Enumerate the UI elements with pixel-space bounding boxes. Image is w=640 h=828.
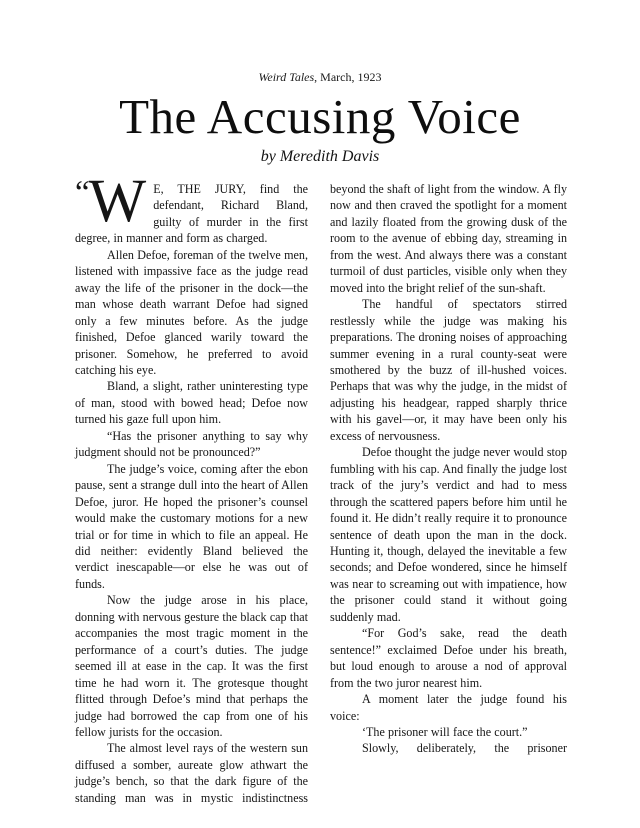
paragraph: beyond the shaft of light from the window. A fly now and then craved the spotlight for a moment and lazily floated from the growing dusk of the room to the avenue of ebbing day, streaming in from the west. And always there was a constant turmoil of dust particles, visible only when they moved into the bright relief of the sun-shaft. <box>330 182 567 295</box>
paragraph: “Has the prisoner anything to say why judgment should not be pronounced?” <box>75 428 308 460</box>
paragraph: The judge’s voice, coming after the ebon pause, sent a strange dull into the heart of Allen Defoe, juror. He hoped the prisoner’s counsel would make the customary motions for a new trial or for time in which to file an appeal. He did neither: evidently Bland believed the verdict inescapable—or else he was out of funds. <box>75 461 308 591</box>
paragraph: Slowly, deliberately, the prisoner <box>362 741 567 756</box>
paragraph: The almost level rays of the western sun diffused a somber, aureate glow athwart the judge’s bench, so that the dark figure of the standing man was in mystic indistinctness <box>75 741 308 805</box>
right-column-paragraphs <box>330 181 567 757</box>
story-title: The Accusing Voice <box>119 89 521 144</box>
paragraph: ‘The prisoner will face the court.” <box>362 724 528 739</box>
byline: by Meredith Davis <box>260 148 380 165</box>
journal-issue-date: , March, 1923 <box>314 70 382 84</box>
opening-quote-mark: “ <box>75 175 87 211</box>
paragraph: Bland, a slight, rather uninteresting type of man, stood with bowed head; Defoe now turned his gaze full upon him. <box>75 379 308 427</box>
paragraph: “For God’s sake, read the death sentence!” exclaimed Defoe under his breath, but loud enough to arouse a nod of approval from the two juror nearest him. <box>330 626 567 690</box>
journal-name: Weird Tales <box>258 70 315 84</box>
drop-cap-letter: W <box>88 168 147 235</box>
paragraph: Allen Defoe, foreman of the twelve men, listened with impassive face as the judge read away the life of the prisoner in the dock—the man whose death warrant Defoe had signed only a few minutes before. As the judge finished, Defoe glanced warily toward the prisoner. Somehow, he preferred to avoid catching his eye. <box>75 247 308 377</box>
left-column <box>75 168 308 806</box>
paragraph: A moment later the judge found his voice: <box>330 692 567 723</box>
right-column <box>330 181 567 806</box>
paragraph: Now the judge arose in his place, donning with nervous gesture the black cap that accompanies the most tragic moment in the performance of a court’s duties. The judge seemed ill at ease in the cap. It was the first time he had worn it. The grotesque thought flitted through Defoe’s mind that perhaps the judge had borrowed the cap from one of his fellow jurists for the occasion. <box>75 593 308 739</box>
paragraph: The handful of spectators stirred restlessly while the judge was making his preparations. The droning noises of approaching summer evening in a rural county-seat were smothered by the buzz of ill-hushed voices. Perhaps that was why the judge, in the midst of adjusting his headgear, rapped sharply thrice with his gavel—or, it may have been only his excess of nervousness. <box>330 297 567 443</box>
paragraph: Defoe thought the judge never would stop fumbling with his cap. And finally the judge lost track of the jury’s verdict and had to mess through the scattered papers before him until he found it. He didn’t really require it to pronounce sentence of death upon the man in the dock. Hunting it, though, delayed the inevitable a few seconds; and Defoe wondered, since he himself was near to screaming out with impatience, how the prisoner could stand it without going suddenly mad. <box>330 445 567 624</box>
left-column-paragraphs <box>75 247 308 806</box>
opening-paragraph <box>75 168 308 247</box>
journal-header <box>0 0 640 84</box>
text-columns <box>0 168 640 806</box>
opening-paragraph-text: E, THE JURY, find the defendant, Richard Bland, guilty of murder in the first degree, in manner and form as charged. <box>75 182 308 246</box>
drop-cap <box>75 168 147 235</box>
